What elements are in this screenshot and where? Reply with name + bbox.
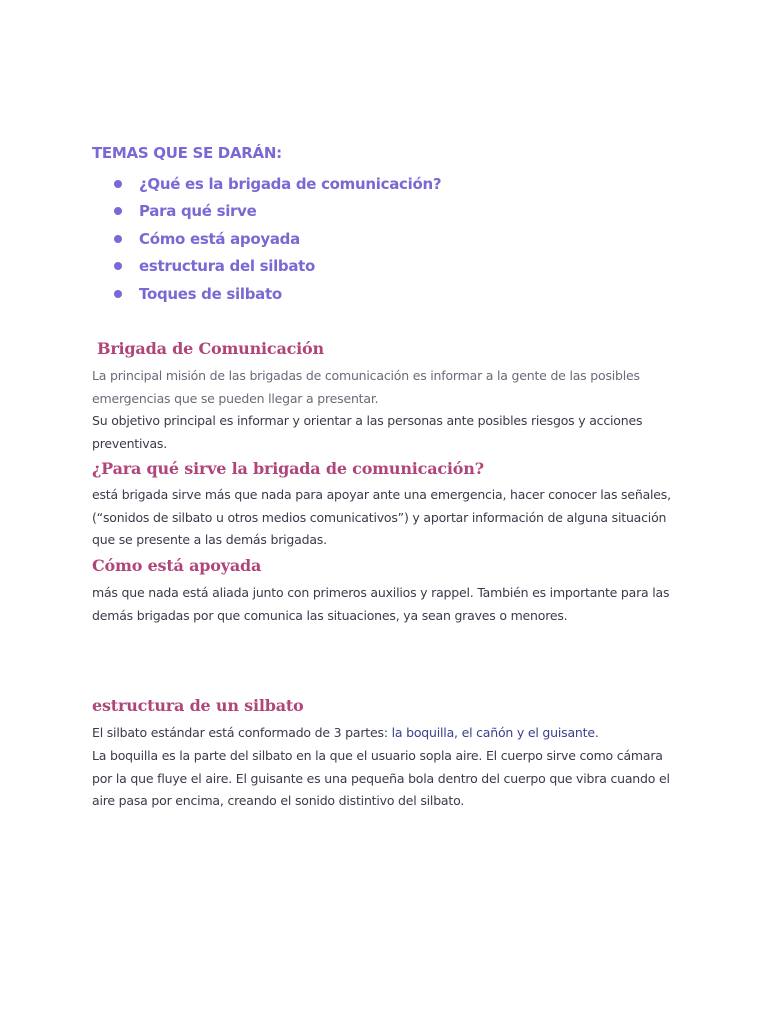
brigada-text-2: Su objetivo principal es informar y orientar a las personas ante posibles riesgos y acciones preventivas. bbox=[92, 413, 643, 451]
list-item bbox=[114, 170, 441, 198]
bullet-icon bbox=[114, 235, 122, 243]
bullet-icon bbox=[114, 262, 122, 270]
bullet-icon bbox=[114, 290, 122, 298]
para-que-text: está brigada sirve más que nada para apoyar ante una emergencia, hacer conocer las señales, (“sonidos de silbato u otros medios comunicativos”) y aportar información de alguna situación que se presente a las demás brigadas. bbox=[92, 487, 671, 547]
apoyada-text: más que nada está aliada junto con primeros auxilios y rappel. También es importante para las demás brigadas por que comunica las situaciones, ya sean graves o menores. bbox=[92, 585, 670, 623]
estructura-intro-text: El silbato estándar está conformado de 3 partes: bbox=[92, 725, 392, 740]
list-item bbox=[114, 280, 441, 308]
list-item bbox=[114, 225, 441, 253]
topics-list bbox=[114, 170, 441, 308]
topic-label: Cómo está apoyada bbox=[139, 229, 300, 248]
topic-label: Toques de silbato bbox=[139, 284, 282, 303]
topic-label: estructura del silbato bbox=[139, 257, 316, 276]
brigada-text-1 bbox=[92, 365, 682, 410]
brigada-title: Brigada de Comunicación bbox=[97, 339, 324, 358]
estructura-text: La boquilla es la parte del silbato en la que el usuario sopla aire. El cuerpo sirve como cámara por la que fluye el aire. El guisante es una pequeña bola dentro del cuerpo que vibra cuando el aire pasa por encima, creando el sonido distintivo del silbato. bbox=[92, 748, 670, 808]
brigada-line-1: La principal misión de las brigadas de comunicación es informar a la gente de las posibles emergencias que se pueden llegar a presentar. bbox=[92, 368, 640, 406]
topic-label: ¿Qué es la brigada de comunicación? bbox=[139, 174, 442, 193]
list-item bbox=[114, 198, 441, 226]
estructura-title: estructura de un silbato bbox=[92, 696, 304, 715]
topic-label: Para qué sirve bbox=[139, 202, 257, 221]
bullet-icon bbox=[114, 207, 122, 215]
para-que-title: ¿Para qué sirve la brigada de comunicación? bbox=[92, 459, 484, 478]
topics-heading: TEMAS QUE SE DARÁN: bbox=[92, 144, 282, 162]
apoyada-title: Cómo está apoyada bbox=[92, 556, 262, 575]
estructura-parts: la boquilla, el cañón y el guisante. bbox=[391, 725, 599, 740]
estructura-intro bbox=[92, 722, 682, 745]
list-item bbox=[114, 253, 441, 281]
bullet-icon bbox=[114, 180, 122, 188]
